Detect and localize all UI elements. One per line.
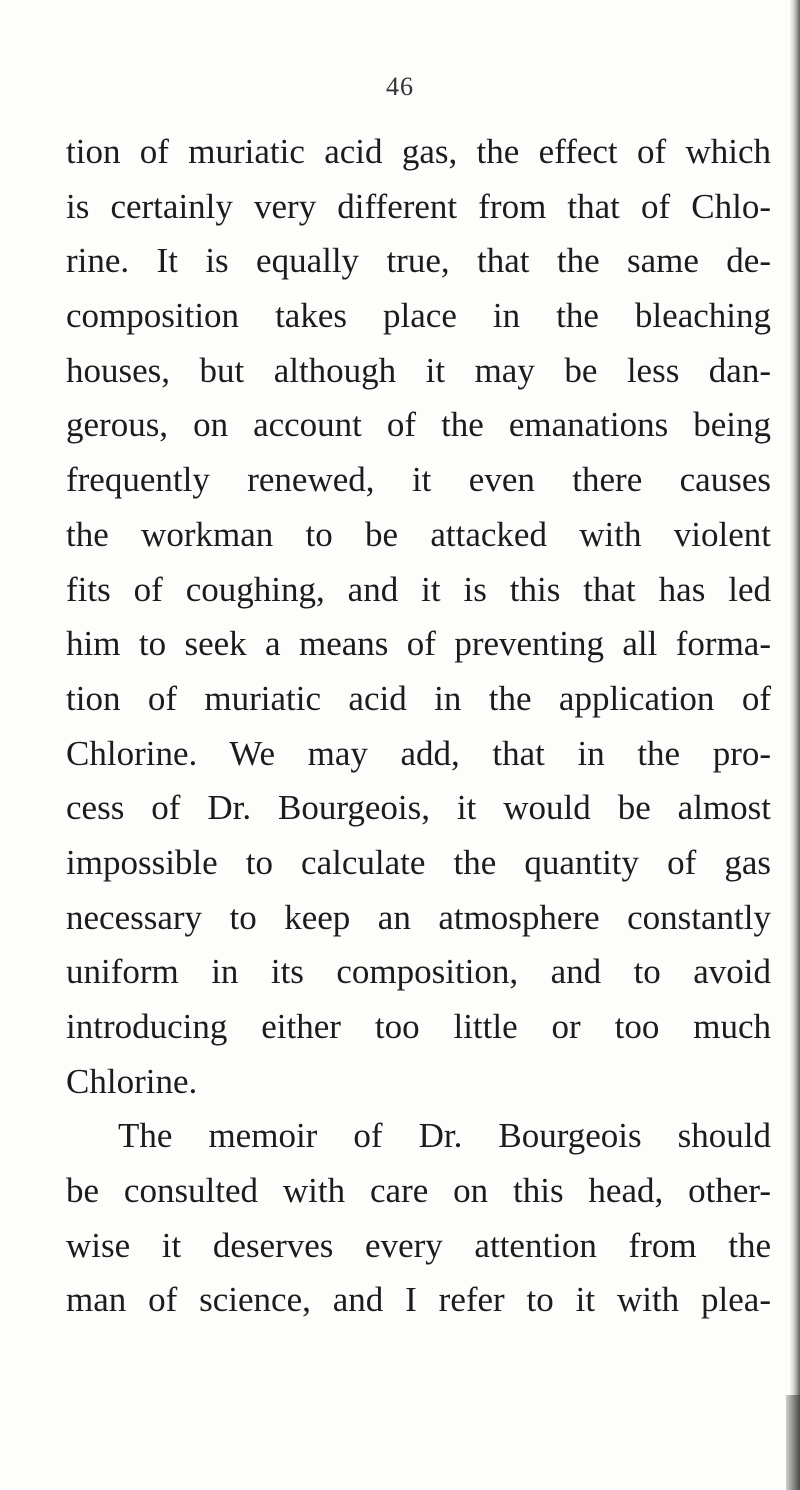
text-line: gerous, on account of the emanations being (66, 405, 771, 445)
text-line: houses, but although it may be less dan- (66, 350, 771, 390)
text-line: uniform in its composition, and to avoid (66, 952, 771, 992)
text-line: him to seek a means of preventing all forma- (66, 624, 771, 664)
text-line: man of science, and I refer to it with plea- (66, 1280, 771, 1320)
text-line: necessary to keep an atmosphere constantly (66, 897, 771, 937)
text-line: frequently renewed, it even there causes (66, 460, 771, 500)
binding-mark (786, 1395, 800, 1490)
text-line: tion of muriatic acid in the application of (66, 678, 771, 718)
text-line: Chlorine. We may add, that in the pro- (66, 733, 771, 773)
text-line: the workman to be attacked with violent (66, 514, 771, 554)
page-number: 46 (386, 72, 414, 101)
text-line: composition takes place in the bleaching (66, 296, 771, 336)
text-line: impossible to calculate the quantity of gas (66, 842, 771, 882)
text-line: is certainly very different from that of Chlo- (66, 186, 771, 226)
text-line: wise it deserves every attention from the (66, 1225, 771, 1265)
text-line: The memoir of Dr. Bourgeois should (118, 1116, 771, 1156)
text-line: introducing either too little or too much (66, 1007, 771, 1046)
text-line: Chlorine. (66, 1061, 198, 1101)
body-text (66, 125, 771, 1328)
text-line: cess of Dr. Bourgeois, it would be almost (66, 788, 771, 828)
text-line: be consulted with care on this head, other- (66, 1171, 771, 1211)
text-line: tion of muriatic acid gas, the effect of which (66, 132, 771, 171)
text-line: fits of coughing, and it is this that has led (66, 569, 771, 609)
page-edge-shadow (790, 0, 800, 1490)
text-line: rine. It is equally true, that the same de- (66, 241, 771, 281)
